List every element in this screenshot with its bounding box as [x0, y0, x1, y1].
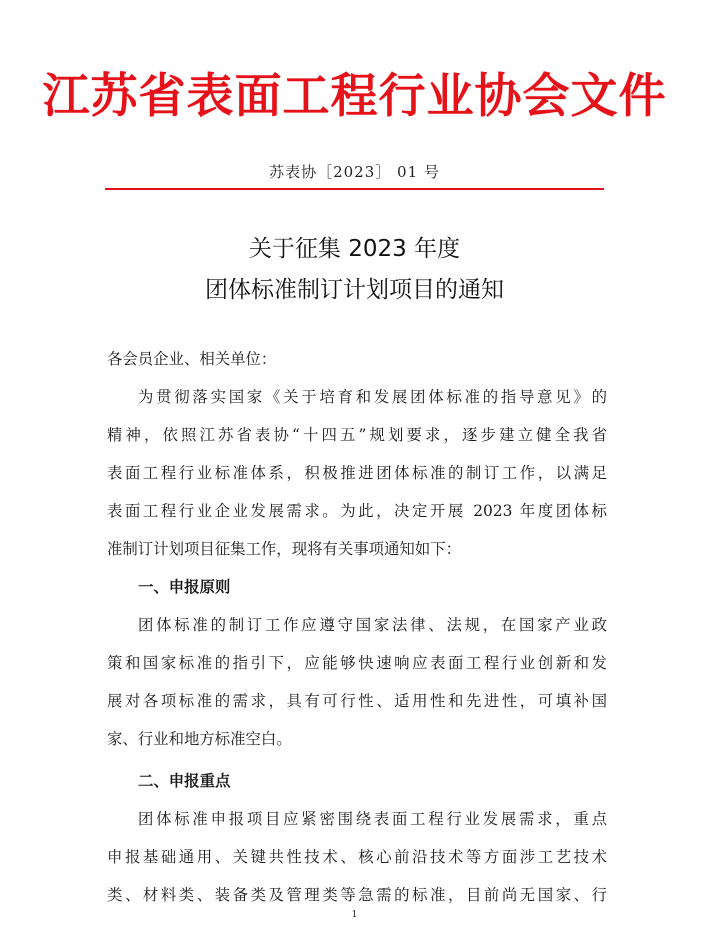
- org-masthead-title: 江苏省表面工程行业协会文件: [42, 69, 667, 124]
- page-number: 1: [351, 910, 358, 920]
- notice-title-line-1: 关于征集 2023 年度: [248, 236, 461, 262]
- intro-paragraph: [107, 378, 607, 568]
- section-heading-principles: 一、申报原则: [138, 578, 231, 596]
- paragraph-line: 精神，依照江苏省表协“十四五”规划要求，逐步建立健全我省: [107, 426, 607, 444]
- red-divider-line: [105, 188, 604, 190]
- salutation: 各会员企业、相关单位：: [107, 350, 277, 368]
- paragraph-line: 为贯彻落实国家《关于培育和发展团体标准的指导意见》的: [138, 388, 607, 406]
- paragraph-line: 类、材料类、装备类及管理类等急需的标准，目前尚无国家、行: [107, 886, 607, 904]
- notice-title-line-2: 团体标准制订计划项目的通知: [205, 277, 504, 303]
- focus-paragraph: [107, 800, 607, 914]
- paragraph-line: 表面工程行业标准体系，积极推进团体标准的制订工作，以满足: [107, 464, 607, 482]
- paragraph-line: 团体标准申报项目应紧密围绕表面工程行业发展需求，重点: [138, 810, 607, 828]
- paragraph-line: 家、行业和地方标准空白。: [107, 730, 292, 748]
- paragraph-line: 表面工程行业企业发展需求。为此，决定开展 2023 年度团体标: [107, 502, 607, 520]
- paragraph-line: 团体标准的制订工作应遵守国家法律、法规，在国家产业政: [138, 616, 607, 634]
- paragraph-line: 申报基础通用、关键共性技术、核心前沿技术等方面涉工艺技术: [107, 848, 607, 866]
- document-number: 苏表协［2023］ 01 号: [269, 163, 440, 181]
- paragraph-line: 展对各项标准的需求，具有可行性、适用性和先进性，可填补国: [107, 692, 607, 710]
- paragraph-line: 策和国家标准的指引下，应能够快速响应表面工程行业创新和发: [107, 654, 607, 672]
- principles-paragraph: [107, 606, 607, 758]
- paragraph-line: 准制订计划项目征集工作，现将有关事项通知如下：: [107, 540, 461, 558]
- section-heading-focus: 二、申报重点: [138, 772, 231, 790]
- document-body: [107, 340, 607, 914]
